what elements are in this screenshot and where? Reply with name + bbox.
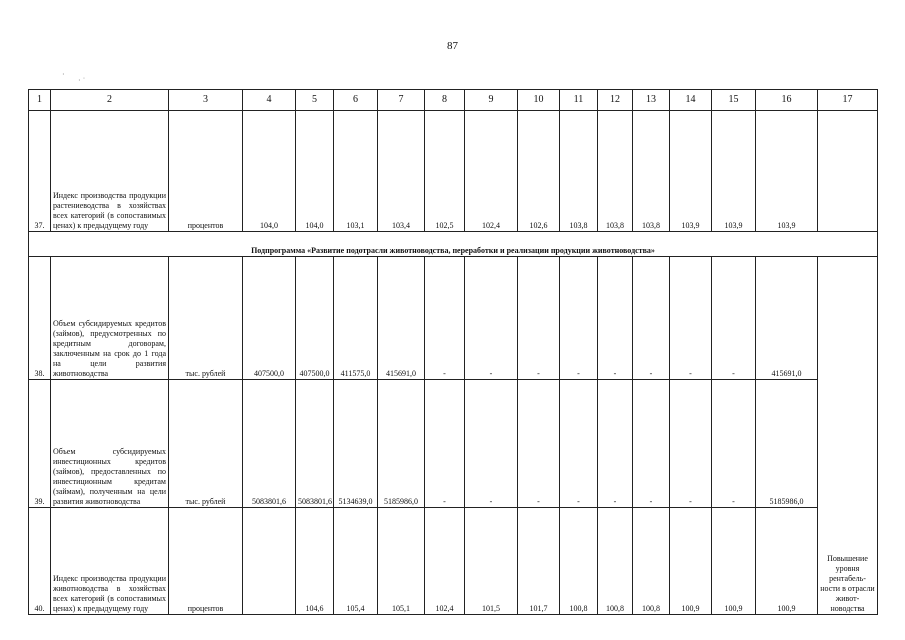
- table-row-38: [29, 257, 878, 380]
- table-row-37: [29, 111, 878, 232]
- unit-cell: процентов: [169, 111, 243, 232]
- value-cell: 103,8: [633, 111, 670, 232]
- value-cell: 101,7: [518, 508, 560, 615]
- value-cell: 102,5: [425, 111, 465, 232]
- unit-cell: тыс. рублей: [169, 257, 243, 380]
- unit-cell: тыс. рублей: [169, 380, 243, 508]
- value-cell: 5083801,6: [243, 380, 296, 508]
- table-row-40: [29, 508, 878, 615]
- page-number: 87: [447, 40, 458, 52]
- value-cell: 104,0: [296, 111, 334, 232]
- indicator-name: Индекс производства продукции растениеводства в хозяйствах всех категорий (в сопоставимых ценах) к предыдущему году: [51, 111, 169, 232]
- value-cell: -: [425, 380, 465, 508]
- scan-speck: · ˙: [78, 76, 86, 85]
- value-cell: 100,8: [560, 508, 598, 615]
- value-cell: 102,4: [425, 508, 465, 615]
- value-cell: -: [598, 257, 633, 380]
- indicator-table: [28, 89, 878, 615]
- value-cell: 104,0: [243, 111, 296, 232]
- indicator-name: Объем субсидируемых кредитов (займов), предусмотренных по кредитным договорам, заключенным на срок до 1 года на цели развития животноводства: [51, 257, 169, 380]
- value-cell: -: [518, 380, 560, 508]
- value-cell: 100,9: [670, 508, 712, 615]
- value-cell: 5083801,6: [296, 380, 334, 508]
- value-cell: 103,8: [598, 111, 633, 232]
- value-cell: 103,9: [670, 111, 712, 232]
- expected-result-note: Повышение уровня рентабель-ности в отрасли живот-новодства: [818, 257, 878, 615]
- value-cell: 102,4: [465, 111, 518, 232]
- unit-cell: процентов: [169, 508, 243, 615]
- row-number: 40.: [29, 508, 51, 615]
- value-cell: -: [633, 257, 670, 380]
- table-row-39: [29, 380, 878, 508]
- value-cell: 5185986,0: [756, 380, 818, 508]
- column-header-row: [29, 90, 878, 111]
- row-number: 38.: [29, 257, 51, 380]
- value-cell: 5185986,0: [378, 380, 425, 508]
- value-cell: 415691,0: [378, 257, 425, 380]
- subprogram-title: Подпрограмма «Развитие подотрасли животноводства, переработки и реализации продукции животноводства»: [29, 232, 878, 257]
- column-header: 8: [425, 90, 465, 111]
- value-cell: 102,6: [518, 111, 560, 232]
- scan-speck: ·: [62, 70, 65, 79]
- value-cell: -: [712, 380, 756, 508]
- value-cell: -: [670, 257, 712, 380]
- value-cell: 103,9: [712, 111, 756, 232]
- column-header: 6: [334, 90, 378, 111]
- value-cell: -: [560, 257, 598, 380]
- value-cell: 100,8: [633, 508, 670, 615]
- column-header: 17: [818, 90, 878, 111]
- column-header: 9: [465, 90, 518, 111]
- column-header: 4: [243, 90, 296, 111]
- value-cell: 407500,0: [243, 257, 296, 380]
- column-header: 16: [756, 90, 818, 111]
- indicator-name: Объем субсидируемых инвестиционных кредитов (займов), предоставленных по инвестиционным кредитам (займам), полученным на цели развития животноводства: [51, 380, 169, 508]
- value-cell: 105,1: [378, 508, 425, 615]
- subprogram-row: [29, 232, 878, 257]
- column-header: 2: [51, 90, 169, 111]
- value-cell: -: [633, 380, 670, 508]
- value-cell: [243, 508, 296, 615]
- value-cell: 103,1: [334, 111, 378, 232]
- value-cell: 104,6: [296, 508, 334, 615]
- value-cell: 5134639,0: [334, 380, 378, 508]
- value-cell: -: [465, 257, 518, 380]
- value-cell: -: [560, 380, 598, 508]
- value-cell: 407500,0: [296, 257, 334, 380]
- column-header: 12: [598, 90, 633, 111]
- value-cell: -: [712, 257, 756, 380]
- value-cell: -: [670, 380, 712, 508]
- column-header: 10: [518, 90, 560, 111]
- value-cell: 103,9: [756, 111, 818, 232]
- value-cell: -: [425, 257, 465, 380]
- column-header: 11: [560, 90, 598, 111]
- value-cell: -: [518, 257, 560, 380]
- indicator-name: Индекс производства продукции животноводства в хозяйствах всех категорий (в сопоставимых ценах) к предыдущему году: [51, 508, 169, 615]
- column-header: 5: [296, 90, 334, 111]
- value-cell: 101,5: [465, 508, 518, 615]
- value-cell: 103,4: [378, 111, 425, 232]
- column-header: 3: [169, 90, 243, 111]
- row-number: 39.: [29, 380, 51, 508]
- note-cell-empty: [818, 111, 878, 232]
- value-cell: 100,9: [756, 508, 818, 615]
- value-cell: 411575,0: [334, 257, 378, 380]
- value-cell: 105,4: [334, 508, 378, 615]
- value-cell: 103,8: [560, 111, 598, 232]
- value-cell: 415691,0: [756, 257, 818, 380]
- row-number: 37.: [29, 111, 51, 232]
- value-cell: -: [598, 380, 633, 508]
- value-cell: 100,8: [598, 508, 633, 615]
- column-header: 14: [670, 90, 712, 111]
- value-cell: -: [465, 380, 518, 508]
- column-header: 13: [633, 90, 670, 111]
- column-header: 1: [29, 90, 51, 111]
- column-header: 15: [712, 90, 756, 111]
- value-cell: 100,9: [712, 508, 756, 615]
- column-header: 7: [378, 90, 425, 111]
